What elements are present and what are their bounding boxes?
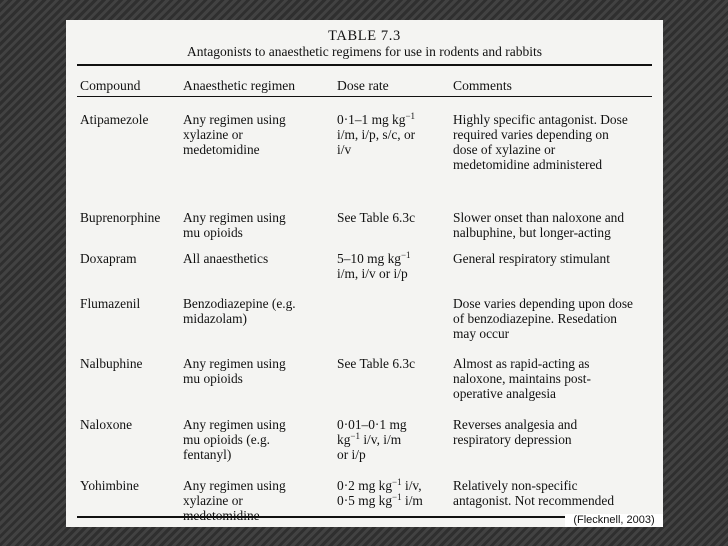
cell-line: General respiratory stimulant	[453, 251, 610, 266]
cell-line: xylazine or	[183, 127, 243, 142]
superscript-exponent: −1	[405, 111, 416, 121]
cell-line: See Table 6.3c	[337, 210, 416, 225]
header-compound: Compound	[80, 78, 141, 93]
cell-line: operative analgesia	[453, 386, 556, 401]
cell-line: i/m, i/v or i/p	[337, 266, 408, 281]
header-rule	[77, 96, 652, 97]
nalbuphine-regimen-cell	[183, 356, 286, 386]
buprenorphine-dose-cell	[337, 210, 415, 225]
cell-line: Any regimen using	[183, 112, 286, 127]
cell-line: Reverses analgesia and	[453, 417, 578, 432]
cell-line: medetomidine administered	[453, 157, 603, 172]
flumazenil-comments-cell	[453, 296, 633, 341]
cell-line: 0·5 mg $kg^{-1}$ i/m	[337, 492, 423, 508]
cell-line: naloxone, maintains post-	[453, 371, 591, 386]
cell-line: xylazine or	[183, 493, 243, 508]
cell-line: antagonist. Not recommended	[453, 493, 615, 508]
table-number: TABLE 7.3	[328, 28, 401, 44]
naloxone-dose-cell	[337, 417, 407, 462]
superscript-exponent: −1	[392, 492, 402, 502]
naloxone-compound-cell	[80, 417, 132, 432]
superscript-exponent: −1	[392, 477, 402, 487]
cell-line: dose of xylazine or	[453, 142, 556, 157]
header-comments: Comments	[453, 78, 512, 93]
cell-line: Almost as rapid-acting as	[453, 356, 590, 371]
cell-line: Dose varies depending upon dose	[453, 296, 633, 311]
atipamezole-dose-cell	[337, 112, 415, 157]
cell-line: mu opioids	[183, 371, 243, 386]
cell-line: mu opioids (e.g.	[183, 432, 271, 447]
cell-line: Benzodiazepine (e.g.	[183, 296, 296, 311]
flumazenil-compound-cell	[80, 296, 140, 311]
flumazenil-regimen-cell	[183, 296, 296, 326]
nalbuphine-comments-cell	[453, 356, 591, 401]
yohimbine-compound-cell	[80, 478, 139, 493]
cell-line: Yohimbine	[80, 478, 139, 493]
cell-line: midazolam)	[183, 311, 247, 326]
cell-line: mu opioids	[183, 225, 243, 240]
naloxone-regimen-cell	[183, 417, 286, 462]
buprenorphine-compound-cell	[80, 210, 160, 225]
doxapram-regimen-cell	[183, 251, 268, 266]
atipamezole-comments-cell	[453, 112, 628, 172]
cell-line: i/m, i/p, s/c, or	[337, 127, 416, 142]
cell-line: 0·01–0·1 mg	[337, 417, 407, 432]
cell-line: 0·2 mg $kg^{-1}$ i/v,	[337, 477, 422, 493]
cell-line: medetomidine	[183, 508, 260, 523]
superscript-exponent: −1	[350, 431, 360, 441]
table-title: Antagonists to anaesthetic regimens for use in rodents and rabbits	[186, 44, 543, 59]
cell-line: $kg^{-1}$ i/v, i/m	[337, 431, 402, 447]
cell-line: 5–10 mg $kg^{-1}$	[337, 250, 411, 266]
header-anaesthetic-regimen: Anaesthetic regimen	[183, 78, 296, 93]
cell-line: Highly specific antagonist. Dose	[453, 112, 628, 127]
cell-line: of benzodiazepine. Resedation	[453, 311, 617, 326]
cell-line: Naloxone	[80, 417, 133, 432]
cell-line: Any regimen using	[183, 356, 286, 371]
cell-line: may occur	[453, 326, 510, 341]
cell-line: respiratory depression	[453, 432, 572, 447]
yohimbine-comments-cell	[453, 478, 614, 508]
doxapram-comments-cell	[453, 251, 610, 266]
atipamezole-compound-cell	[80, 112, 148, 127]
yohimbine-dose-cell	[337, 478, 423, 508]
buprenorphine-regimen-cell	[183, 210, 286, 240]
yohimbine-regimen-cell	[183, 478, 286, 523]
doxapram-dose-cell	[337, 251, 411, 281]
atipamezole-regimen-cell	[183, 112, 286, 157]
cell-line: Nalbuphine	[80, 356, 143, 371]
superscript-exponent: −1	[400, 250, 411, 260]
cell-line: i/v	[337, 142, 352, 157]
cell-line: Doxapram	[80, 251, 137, 266]
cell-line: Buprenorphine	[80, 210, 161, 225]
header-dose-rate: Dose rate	[337, 78, 389, 93]
buprenorphine-comments-cell	[453, 210, 624, 240]
nalbuphine-compound-cell	[80, 356, 142, 371]
cell-line: All anaesthetics	[183, 251, 269, 266]
cell-line: See Table 6.3c	[337, 356, 416, 371]
cell-line: Any regimen using	[183, 417, 286, 432]
cell-line: fentanyl)	[183, 447, 232, 462]
cell-line: Relatively non-specific	[453, 478, 578, 493]
cell-line: required varies depending on	[453, 127, 609, 142]
naloxone-comments-cell	[453, 417, 577, 447]
citation-credit: (Flecknell, 2003)	[565, 514, 663, 527]
cell-line: 0·1–1 mg $kg^{-1}$	[337, 111, 416, 127]
cell-line: Atipamezole	[80, 112, 149, 127]
cell-line: Slower onset than naloxone and	[453, 210, 625, 225]
nalbuphine-dose-cell	[337, 356, 415, 371]
cell-line: medetomidine	[183, 142, 260, 157]
cell-line: Any regimen using	[183, 210, 286, 225]
scanned-table-page	[66, 20, 663, 527]
top-rule	[77, 64, 652, 66]
cell-line: Flumazenil	[80, 296, 141, 311]
doxapram-compound-cell	[80, 251, 137, 266]
cell-line: nalbuphine, but longer-acting	[453, 225, 611, 240]
cell-line: or i/p	[337, 447, 366, 462]
cell-line: Any regimen using	[183, 478, 286, 493]
